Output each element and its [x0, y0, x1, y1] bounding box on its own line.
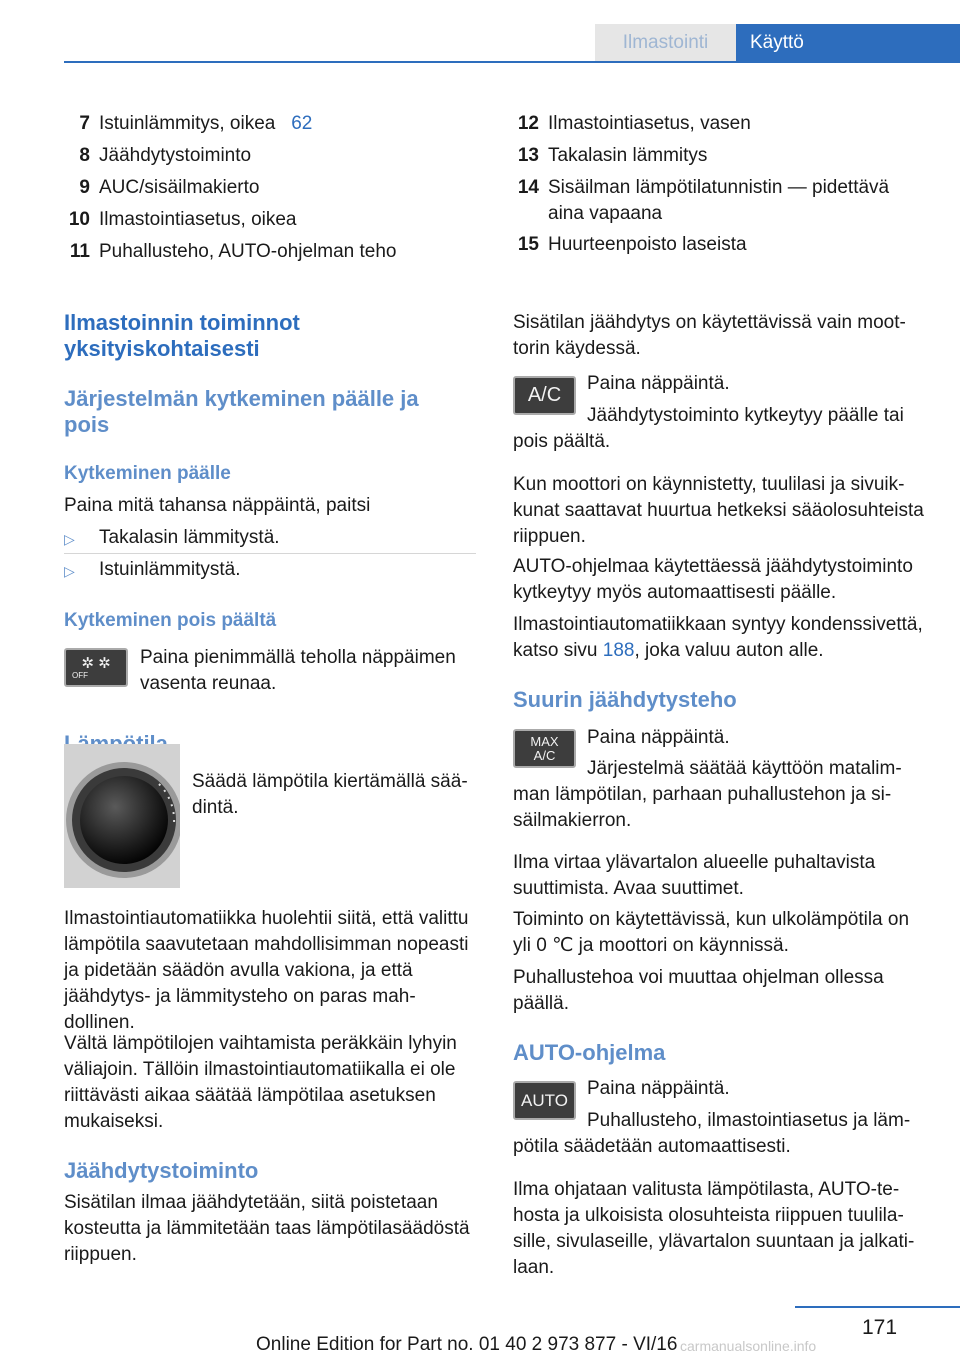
triangle-bullet-icon: ▷ [64, 531, 75, 547]
bullet-item [64, 557, 476, 583]
temperature-paragraph-2: Vältä lämpötilojen vaihtamista peräkkäin lyhyin väliajoin. Tällöin ilmastointiautomatiikalla ei ole riittävästi aikaa säätää lämpötilaa asetuksen mukaiseksi. [64, 1033, 457, 1132]
legend-item [513, 175, 925, 227]
switch-off-text: Paina pienimmällä teholla näppäimen vasenta reunaa. [140, 647, 456, 694]
legend-number: 10 [68, 209, 90, 230]
ac-description: Jäähdytystoiminto kytkeytyy päälle tai pois päältä. [513, 405, 904, 452]
legend-text: Ilmastointiasetus, oikea [99, 209, 297, 230]
ac-label: A/C [533, 747, 556, 763]
page-link[interactable]: 188 [602, 640, 635, 661]
legend-text: Takalasin lämmitys [548, 145, 708, 166]
legend-text: Huurteenpoisto laseista [548, 234, 747, 255]
legend-text: Istuinlämmitys, oikea [99, 113, 276, 134]
cooling-text: Sisätilan ilmaa jäähdytetään, siitä poistetaan kosteutta ja lämmitetään taas lämpötilasäädöstä riippuen. [64, 1192, 470, 1265]
legend-item [513, 143, 925, 169]
heading-switch-on: Kytkeminen päälle [64, 463, 231, 484]
heading-max-cooling: Suurin jäähdytysteho [513, 687, 737, 712]
airflow-paragraph: Ilma virtaa ylävartalon alueelle puhaltavista suuttimista. Avaa suuttimet. [513, 852, 876, 899]
triangle-bullet-icon: ▷ [64, 563, 75, 579]
legend-item [513, 111, 925, 137]
legend-text: Sisäilman lämpötilatunnistin — pidettävä aina vapaana [548, 177, 890, 224]
watermark: carmanualsonline.info [680, 1338, 817, 1354]
bullet-text: Istuinlämmitystä. [99, 559, 241, 580]
fan-paragraph: Puhallustehoa voi muuttaa ohjelman ollessa päällä. [513, 967, 884, 1014]
legend-number: 7 [79, 113, 90, 134]
auto-label: AUTO [521, 1090, 568, 1110]
page-number: 171 [862, 1316, 898, 1339]
legend-text: Jäähdytystoiminto [99, 145, 252, 166]
legend-text: Puhallusteho, AUTO-ohjelman teho [99, 241, 397, 262]
ac-label: A/C [527, 384, 562, 406]
legend-item [64, 239, 476, 265]
heading-switch-off: Kytkeminen pois päältä [64, 610, 277, 631]
legend-number: 15 [517, 234, 539, 255]
auto-press-text: Paina näppäintä. [587, 1078, 730, 1099]
legend-number: 9 [79, 177, 90, 198]
heading-on-off: Järjestelmän kytkeminen päälle ja pois [64, 386, 419, 437]
max-press-text: Paina näppäintä. [587, 727, 730, 748]
off-button-image [64, 648, 128, 687]
legend-number: 11 [69, 241, 90, 262]
legend-number: 14 [517, 177, 539, 198]
header-rule [64, 61, 960, 63]
temperature-paragraph-1: Ilmastointiautomatiikka huolehtii siitä, että valittu lämpötila saavutetaan mahdollisimman nopeasti ja pidetään säädön avulla vakiona, ja että jäähdytys- ja lämmitysteho on paras mahdollinen. [64, 908, 469, 1033]
fog-paragraph: Kun moottori on käynnistetty, tuulilasi ja sivuikkunat saattavat huurtua hetkeksi sääolosuhteista riippuen. [513, 474, 924, 547]
switch-on-text: Paina mitä tahansa näppäintä, paitsi [64, 495, 371, 516]
cooling-intro: Sisätilan jäähdytys on käytettävissä vain moottorin käydessä. [513, 312, 906, 359]
auto-description: Puhallusteho, ilmastointiasetus ja lämpötila säädetään automaattisesti. [513, 1110, 911, 1157]
legend-number: 8 [79, 145, 90, 166]
header-chapter-tab: Käyttö [736, 24, 960, 62]
legend-number: 13 [517, 145, 539, 166]
off-label: OFF [72, 670, 88, 680]
bullet-divider [64, 553, 476, 554]
bullet-text: Takalasin lämmitystä. [99, 527, 280, 548]
heading-cooling: Jäähdytystoiminto [64, 1158, 259, 1183]
legend-text: AUC/sisäilmakierto [99, 177, 260, 198]
temperature-intro: Säädä lämpötila kiertämällä säädintä. [192, 771, 468, 818]
legend-item [64, 175, 476, 201]
auto-cooling-paragraph: AUTO-ohjelmaa käytettäessä jäähdytystoiminto kytkeytyy myös automaattisesti päälle. [513, 556, 913, 603]
legend-number: 12 [517, 113, 539, 134]
availability-paragraph: Toiminto on käytettävissä, kun ulkolämpötila on yli 0 ℃ ja moottori on käynnissä. [513, 909, 910, 956]
legend-text: Ilmastointiasetus, vasen [548, 113, 751, 134]
bullet-item [64, 525, 476, 551]
max-label: MAX [530, 733, 559, 749]
legend-item [513, 232, 925, 258]
heading-auto-program: AUTO-ohjelma [513, 1040, 666, 1065]
air-direction-paragraph: Ilma ohjataan valitusta lämpötilasta, AUTO-tehosta ja ulkoisista olosuhteista riippuen tuulilasille, sivulaseille, ylävartalon suuntaan ja jalkatilaan. [513, 1179, 915, 1278]
condensate-paragraph: Ilmastointiautomatiikkaan syntyy kondenssivettä, katso sivu 188, joka valuu auton alle. [513, 614, 923, 661]
legend-item [64, 207, 476, 233]
legend-left [64, 111, 476, 271]
max-description: Järjestelmä säätää käyttöön matalimman lämpötilan, parhaan puhallustehon ja sisäilmakierron. [513, 758, 902, 831]
legend-right [513, 111, 925, 261]
fan-icon: ✲ ✲ [81, 654, 111, 672]
footer-rule [795, 1306, 960, 1308]
heading-functions: Ilmastoinnin toiminnot yksityiskohtaisesti [64, 310, 300, 361]
legend-item [64, 111, 476, 137]
legend-item [64, 143, 476, 169]
header-section-tab: Ilmastointi [595, 24, 736, 62]
ac-press-text: Paina näppäintä. [587, 373, 730, 394]
page-link[interactable]: 62 [291, 113, 313, 134]
temperature-knob-icon [64, 744, 180, 888]
edition-note: Online Edition for Part no. 01 40 2 973 877 - VI/16 [256, 1334, 678, 1355]
temperature-knob-image [64, 744, 180, 888]
